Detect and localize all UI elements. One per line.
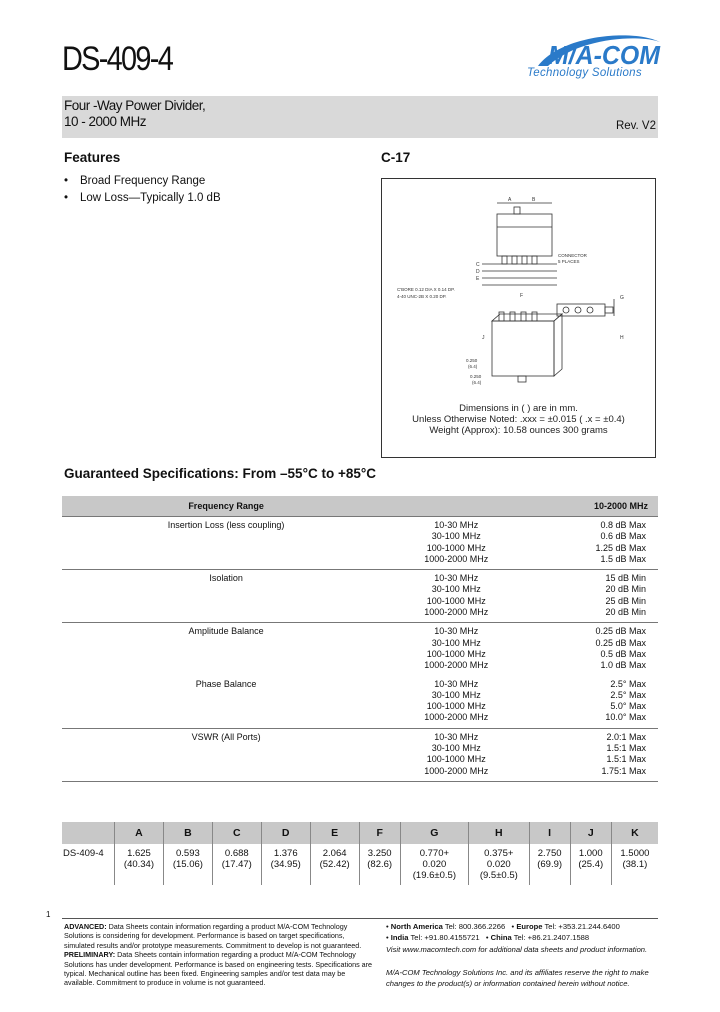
page-number: 1: [46, 910, 51, 919]
dimensions-table: [62, 822, 658, 885]
svg-text:G: G: [620, 295, 624, 301]
spec-row-vswr: VSWR (All Ports) 10-30 MHz 30-100 MHz 100-1000 MHz 1000-2000 MHz 2.0:1 Max 1.5:1 Max 1.5:1 Max 1.75:1 Max: [62, 728, 658, 781]
spec-param: VSWR (All Ports): [62, 728, 390, 781]
weight-note: Weight (Approx): 10.58 ounces 300 grams: [429, 425, 608, 436]
specs-header-left: Frequency Range: [62, 496, 390, 517]
product-title-line1: Four -Way Power Divider,: [64, 98, 206, 113]
svg-text:D: D: [476, 269, 480, 275]
svg-text:A: A: [508, 197, 512, 203]
feature-item: • Low Loss—Typically 1.0 dB: [64, 192, 221, 204]
svg-text:J: J: [482, 335, 485, 341]
svg-text:(6.4): (6.4): [472, 380, 482, 385]
product-title: [64, 98, 205, 130]
spec-param: Isolation: [62, 570, 390, 623]
website-link[interactable]: Visit www.macomtech.com for additional data sheets and product information.: [386, 945, 648, 955]
svg-text:(6.4): (6.4): [468, 364, 478, 369]
product-title-line2: 10 - 2000 MHz: [64, 114, 147, 129]
dimension-note: Dimensions in ( ) are in mm.: [459, 403, 578, 414]
svg-text:F: F: [520, 293, 524, 299]
specs-header-row: [62, 496, 658, 517]
outline-drawing: [382, 179, 655, 404]
svg-text:0.250: 0.250: [470, 374, 482, 379]
features-heading: Features: [64, 150, 121, 165]
spec-param: Phase Balance: [195, 678, 257, 689]
feature-item: • Broad Frequency Range: [64, 175, 206, 187]
specs-table: [62, 496, 658, 782]
svg-text:C: C: [476, 262, 480, 268]
svg-text:CONNECTOR: CONNECTOR: [558, 253, 587, 258]
side-view: [557, 304, 613, 316]
revision-label: Rev. V2: [615, 120, 656, 132]
tolerance-note: Unless Otherwise Noted: .xxx = ±0.015 ( .x = ±0.4): [412, 414, 625, 425]
spec-row-phase-balance: Phase Balance 10-30 MHz 30-100 MHz 100-1000 MHz 1000-2000 MHz 2.5° Max 2.5° Max 5.0° Max 10.0° Max: [62, 676, 658, 729]
macom-logo: [520, 28, 670, 88]
spec-param: Insertion Loss (less coupling): [62, 517, 390, 570]
features-list: [64, 174, 221, 208]
spec-row-isolation: Isolation 10-30 MHz 30-100 MHz 100-1000 MHz 1000-2000 MHz 15 dB Min 20 dB Min 25 dB Min 20 dB Min: [62, 570, 658, 623]
svg-text:E: E: [476, 276, 480, 282]
divider-body-top-view: [497, 214, 552, 256]
svg-text:B: B: [532, 197, 536, 203]
footer-disclaimer: M/A-COM Technology Solutions Inc. and its affiliates reserve the right to make changes to the product(s) or information contained herein without notice.: [386, 968, 649, 988]
svg-text:5 PLACES: 5 PLACES: [558, 259, 580, 264]
spec-row-insertion-loss: Insertion Loss (less coupling) 10-30 MHz 30-100 MHz 100-1000 MHz 1000-2000 MHz 0.8 dB Max 0.6 dB Max 1.25 dB Max 1.5 dB Max: [62, 517, 658, 570]
logo-wordmark: M/A-COM: [548, 40, 662, 70]
output-connectors: [502, 256, 537, 264]
svg-text:4-40 UNC-2B X 0.20 DP.: 4-40 UNC-2B X 0.20 DP.: [397, 294, 447, 299]
outline-notes: [381, 403, 656, 436]
model-cell: DS-409-4: [63, 848, 104, 859]
specs-header-right: 10-2000 MHz: [522, 496, 658, 517]
footer-contacts: • North America Tel: 800.366.2266 • Europe Tel: +353.21.244.6400 • India Tel: +91.80.4155721 • China Tel: +86.21.2407.1588 Visit www.macomtech.com for additional data sheets and product information.: [386, 922, 666, 956]
outline-heading: C-17: [381, 150, 411, 165]
svg-text:C'BORE 0.12 DIA X 0.14 DP.: C'BORE 0.12 DIA X 0.14 DP.: [397, 287, 455, 292]
svg-text:H: H: [620, 335, 624, 341]
specs-heading: Guaranteed Specifications: From –55°C to +85°C: [64, 466, 377, 481]
logo-tagline: Technology Solutions: [527, 67, 642, 79]
dimensions-header-row: A B C D E F G H I J K: [62, 822, 658, 844]
footer-divider: [62, 918, 658, 919]
svg-text:0.250: 0.250: [466, 358, 478, 363]
divider-body-isometric: [492, 312, 562, 382]
spec-param: Amplitude Balance: [62, 623, 390, 676]
spec-row-amplitude-balance: Amplitude Balance 10-30 MHz 30-100 MHz 100-1000 MHz 1000-2000 MHz 0.25 dB Max 0.25 dB Max 0.5 dB Max 1.0 dB Max: [62, 623, 658, 676]
dimensions-data-row: DS-409-4 1.625 (40.34) 0.593 (15.06) 0.688 (17.47) 1.376 (34.95) 2.064 (52.42) 3.250 (82.6) 0.770+ 0.020 (19.6±0.5) 0.375+ 0.020 (9.5±0.5) 2.750 (69.9) 1.000 (25.4) 1.5000 (38.1): [62, 844, 658, 885]
document-number: DS-409-4: [62, 40, 173, 78]
footer-status-notes: ADVANCED: Data Sheets contain information regarding a product M/A-COM Technology Solutions is considering for development. Performance is based on target specifications, simulated results and/or prototype measurements. Commitment to develop is not guaranteed. PRELIMINARY: Data Sheets contain information regarding a product M/A-COM Technology Solutions has under development. Performance is based on engineering tests. Specifications are typical. Mechanical outline has been fixed. Engineering samples and/or test data may be available. Commitment to produce in volume is not guaranteed.: [64, 922, 373, 988]
